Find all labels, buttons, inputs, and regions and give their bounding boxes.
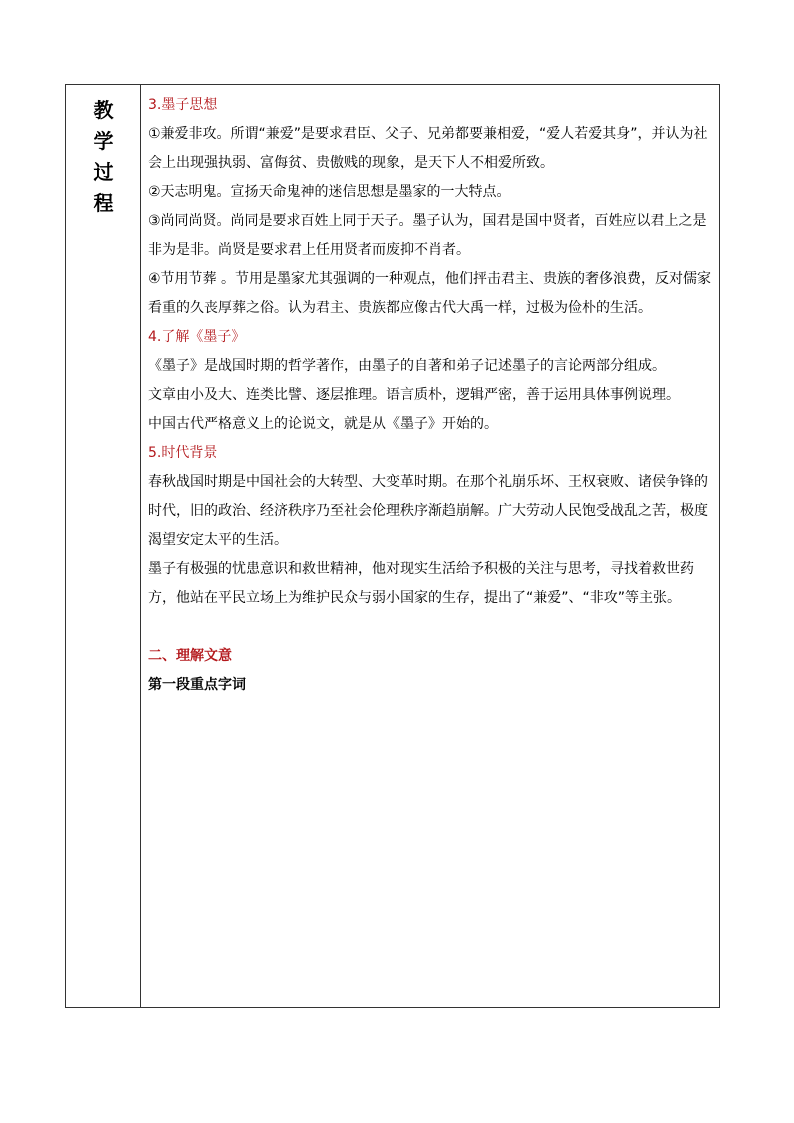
side-label-char: 教 (93, 98, 114, 122)
paragraph: ④节用节葬 。节用是墨家尤其强调的一种观点，他们抨击君主、贵族的奢侈浪费，反对儒家看重的久丧厚葬之俗。认为君主、贵族都应像古代大禹一样，过极为俭朴的生活。 (148, 271, 711, 316)
paragraph: ①兼爱非攻。所谓“兼爱”是要求君臣、父子、兄弟都要兼相爱，“爱人若爱其身”，并认为社会上出现强执弱、富侮贫、贵傲贱的现象，是天下人不相爱所致。 (148, 126, 708, 171)
content-cell (148, 91, 714, 700)
side-label (66, 95, 141, 219)
side-label-char: 过 (93, 160, 114, 184)
paragraph: 中国古代严格意义上的论说文，就是从《墨子》开始的。 (148, 416, 498, 432)
side-label-cell (66, 85, 141, 1007)
paragraph: ③尚同尚贤。尚同是要求百姓上同于天子。墨子认为，国君是国中贤者，百姓应以君上之是非为是非。尚贤是要求君上任用贤者而废抑不肖者。 (148, 213, 707, 258)
section-heading-mozi-thought: 3.墨子思想 (148, 97, 218, 113)
part-two-heading: 二、理解文意 (148, 648, 232, 664)
paragraph: ②天志明鬼。宣扬天命鬼神的迷信思想是墨家的一大特点。 (148, 184, 511, 200)
spacer (148, 613, 714, 642)
side-label-char: 学 (93, 129, 114, 153)
section-heading-about-mozi: 4.了解《墨子》 (148, 329, 246, 345)
paragraph: 墨子有极强的忧患意识和救世精神，他对现实生活给予积极的关注与思考，寻找着救世药方，他站在平民立场上为维护民众与弱小国家的生存，提出了“兼爱”、“非攻”等主张。 (148, 561, 694, 606)
side-label-char: 程 (93, 191, 114, 215)
paragraph: 春秋战国时期是中国社会的大转型、大变革时期。在那个礼崩乐坏、王权衰败、诸侯争锋的时代，旧的政治、经济秩序乃至社会伦理秩序渐趋崩解。广大劳动人民饱受战乱之苦，极度渴望安定太平的生活。 (148, 474, 708, 548)
paragraph: 《墨子》是战国时期的哲学著作，由墨子的自著和弟子记述墨子的言论两部分组成。 (148, 358, 666, 374)
section-heading-background: 5.时代背景 (148, 445, 218, 461)
lesson-table (65, 84, 720, 1008)
paragraph: 文章由小及大、连类比譬、逐层推理。语言质朴，逻辑严密，善于运用具体事例说理。 (148, 387, 680, 403)
part-two-subheading: 第一段重点字词 (148, 677, 246, 693)
